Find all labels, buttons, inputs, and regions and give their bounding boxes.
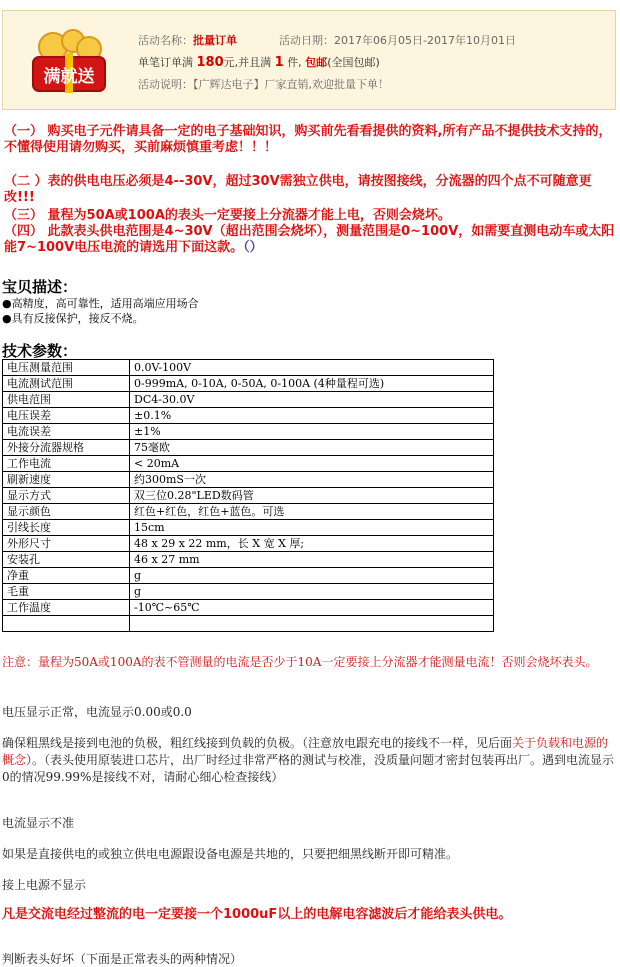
spec-value: g [130, 584, 494, 600]
description-heading: 宝贝描述： [2, 278, 78, 296]
spec-key: 电压测量范围 [3, 360, 130, 376]
spec-value: 46 x 27 mm [130, 552, 494, 568]
promo-rule-line [138, 53, 516, 75]
notice-4-link[interactable]: （） [243, 240, 263, 255]
promo-name-value: 批量订单 [193, 34, 237, 47]
description-list [2, 296, 199, 326]
para-common-ground: 如果是直接供电的或独立供电电源跟设备电源是共地的，只要把细黑线断开即可精准。 [2, 847, 459, 861]
table-row [3, 504, 494, 520]
gift-logo [23, 27, 119, 99]
para-no-display: 接上电源不显示 [2, 878, 87, 892]
spec-key: 净重 [3, 568, 130, 584]
para-voltage-ok: 电压显示正常，电流显示0.00或0.0 [2, 705, 192, 719]
spec-key: 电流误差 [3, 424, 130, 440]
promo-name-line [138, 31, 516, 53]
promo-name-label: 活动名称： [138, 34, 193, 47]
spec-value: DC4-30.0V [130, 392, 494, 408]
promo-rule-unit: 件, [287, 56, 302, 69]
description-item: ●具有反接保护，接反不烧。 [2, 312, 144, 325]
gift-logo-text: 满就送 [43, 67, 95, 87]
table-row [3, 520, 494, 536]
spec-key: 外形尺寸 [3, 536, 130, 552]
spec-value: 0.0V-100V [130, 360, 494, 376]
spec-value [130, 616, 494, 632]
table-row [3, 456, 494, 472]
promo-rule-count: 1 [274, 55, 284, 70]
spec-key: 显示颜色 [3, 504, 130, 520]
promo-desc-value: 【广辉达电子】厂家直销,欢迎批量下单！ [193, 78, 389, 91]
table-row [3, 584, 494, 600]
notice-1: （一） 购买电子元件请具备一定的电子基础知识，购买前先看看提供的资料,所有产品不提供技术支持的，不懂得使用请勿购买，买前麻烦慎重考虑！！！ [4, 124, 612, 155]
spec-key: 工作电流 [3, 456, 130, 472]
spec-value: -10℃~65℃ [130, 600, 494, 616]
notice-2: （二 ）表的供电电压必须是4--30V，超过30V需独立供电，请按图接线，分流器的四个点不可随意更改!!! [4, 174, 592, 205]
spec-key [3, 616, 130, 632]
description-item: ●高精度，高可靠性，适用高端应用场合 [2, 297, 199, 310]
table-row [3, 488, 494, 504]
specs-heading: 技术参数： [2, 342, 78, 360]
spec-key: 电流测试范围 [3, 376, 130, 392]
spec-key: 供电范围 [3, 392, 130, 408]
promo-rule-gift: 包邮 [305, 56, 328, 69]
promo-date-value: 2017年06月05日-2017年10月01日 [334, 34, 516, 47]
table-row [3, 392, 494, 408]
table-row [3, 616, 494, 632]
promo-desc-line [138, 75, 516, 97]
spec-value: 双三位0.28"LED数码管 [130, 488, 494, 504]
notice-4-text: （四） 此款表头供电范围是4~30V（超出范围会烧坏），测量范围是0~100V，如需要直测电动车或太阳能7~100V电压电流的请选用下面这款。 [4, 224, 615, 255]
warning-text: 注意：量程为50A或100A的表不管测量的电流是否少于10A一定要接上分流器才能测量电流！否则会烧坏表头。 [2, 655, 598, 669]
para-current-inaccurate: 电流显示不准 [2, 816, 75, 830]
spec-value: < 20mA [130, 456, 494, 472]
spec-value: 红色+红色，红色+蓝色。可选 [130, 504, 494, 520]
spec-key: 引线长度 [3, 520, 130, 536]
promo-rule-mid: 元,并且满 [223, 56, 272, 69]
table-row [3, 424, 494, 440]
spec-value: 0-999mA, 0-10A, 0-50A, 0-100A (4种量程可选) [130, 376, 494, 392]
spec-value: 约300mS一次 [130, 472, 494, 488]
promo-rule-note: (全国包邮) [327, 56, 380, 69]
spec-key: 毛重 [3, 584, 130, 600]
spec-value: 48 x 29 x 22 mm，长 X 宽 X 厚; [130, 536, 494, 552]
spec-key: 工作温度 [3, 600, 130, 616]
specs-table [2, 359, 494, 632]
promo-rule-prefix: 单笔订单满 [138, 56, 193, 69]
spec-key: 安装孔 [3, 552, 130, 568]
spec-value: g [130, 568, 494, 584]
promo-date-label: 活动日期： [279, 34, 334, 47]
spec-key: 电压误差 [3, 408, 130, 424]
table-row [3, 376, 494, 392]
table-row [3, 536, 494, 552]
spec-key: 刷新速度 [3, 472, 130, 488]
table-row [3, 552, 494, 568]
promo-rule-amount: 180 [196, 55, 224, 70]
promo-desc-label: 活动说明： [138, 78, 193, 91]
para-wiring-note [2, 735, 616, 786]
judge-heading-cut: 判断表头好坏（下面是正常表头的两种情况） [2, 952, 243, 966]
spec-value: ±0.1% [130, 408, 494, 424]
notice-3: （三） 量程为50A或100A的表头一定要接上分流器才能上电，否则会烧坏。 [4, 208, 451, 223]
table-row [3, 568, 494, 584]
table-row [3, 440, 494, 456]
table-row [3, 360, 494, 376]
spec-key: 显示方式 [3, 488, 130, 504]
table-row [3, 408, 494, 424]
spec-value: 15cm [130, 520, 494, 536]
notice-4 [4, 224, 616, 256]
load-power-link[interactable]: 关于负载和电源的概念 [2, 736, 609, 767]
spec-value: ±1% [130, 424, 494, 440]
table-row [3, 600, 494, 616]
para-wiring-text-a: 确保粗黑线是接到电池的负极，粗红线接到负载的负极。（注意放电跟充电的接线不一样，见后面 [2, 736, 513, 750]
table-row [3, 472, 494, 488]
para-wiring-text-b: ）。（表头使用原装进口芯片，出厂时经过非常严格的测试与校准，没质量问题才密封包装再出厂。遇到电流显示0的情况99.99%是接线不对，请耐心细心检查接线） [2, 753, 615, 784]
capacitor-warning: 凡是交流电经过整流的电一定要接一个1000uF以上的电解电容滤波后才能给表头供电。 [2, 907, 512, 922]
spec-value: 75毫欧 [130, 440, 494, 456]
promo-banner [2, 10, 616, 110]
spec-key: 外接分流器规格 [3, 440, 130, 456]
